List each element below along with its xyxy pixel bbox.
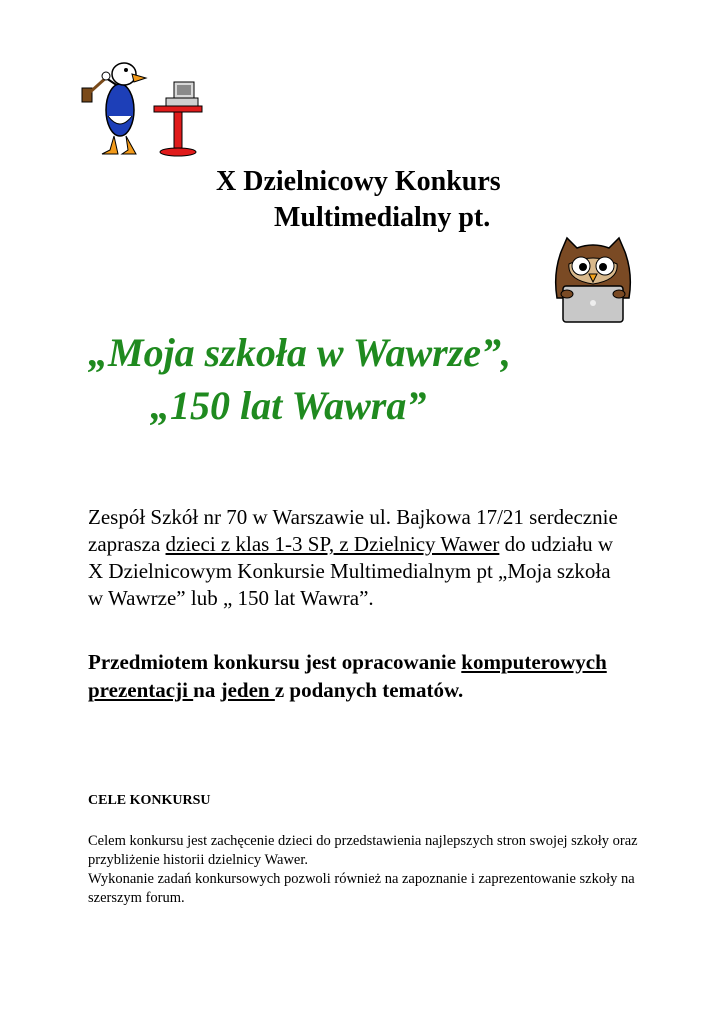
subject-underlined-2: jeden	[220, 678, 275, 702]
invitation-paragraph	[88, 504, 628, 612]
subject-text-3: z podanych tematów.	[274, 678, 464, 702]
subject-underlined-1: komputerowych prezentacji	[88, 650, 607, 702]
goals-paragraph-1: Celem konkursu jest zachęcenie dzieci do przedstawienia najlepszych stron swojej szkoły oraz przybliżenie historii dzielnicy Wawer.	[88, 833, 638, 868]
subject-text-2: na	[193, 678, 221, 702]
contest-theme-line-2: „150 lat Wawra”	[150, 383, 427, 428]
goals-section	[88, 832, 648, 908]
title-line-2: Multimedialny pt.	[274, 202, 491, 233]
invitation-target-group: dzieci z klas 1-3 SP, z Dzielnicy Wawer	[165, 532, 500, 556]
title-line-1: X Dzielnicowy Konkurs	[216, 166, 501, 197]
goals-heading: CELE KONKURSU	[88, 793, 211, 808]
subject-text-1: Przedmiotem konkursu jest opracowanie	[88, 650, 462, 674]
owl-laptop-clipart-icon	[553, 234, 633, 330]
invitation-text-2: do udziału w X Dzielnicowym Konkursie Multimedialnym pt „Moja szkoła w Wawrze” lub „ 150 lat Wawra”.	[88, 532, 614, 610]
contest-subject-paragraph	[88, 648, 628, 704]
invitation-text-1: Zespół Szkół nr 70 w Warszawie ul. Bajkowa 17/21 serdecznie zaprasza	[88, 505, 618, 556]
duck-computer-clipart-icon	[78, 60, 218, 162]
contest-theme-line-1: „Moja szkoła w Wawrze”,	[88, 330, 512, 375]
goals-paragraph-2: Wykonanie zadań konkursowych pozwoli również na zapoznanie i zaprezentowanie szkoły na szerszym forum.	[88, 871, 635, 906]
